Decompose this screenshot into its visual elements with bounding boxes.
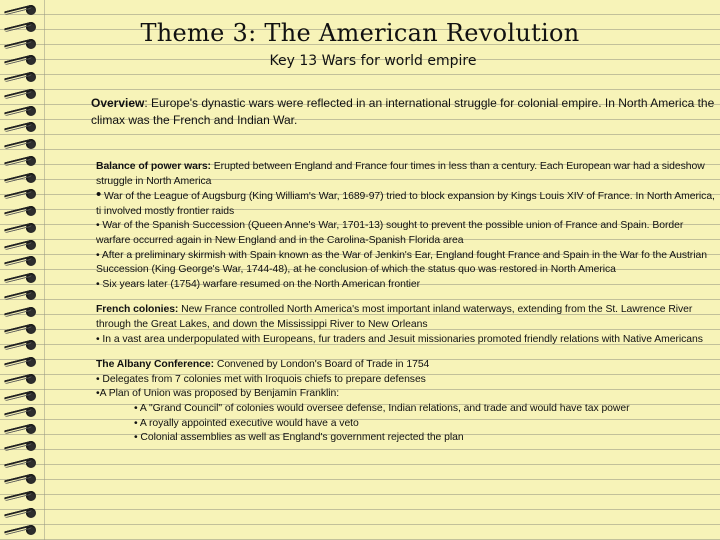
spiral-ring [2,88,42,100]
spiral-ring [2,105,42,117]
spiral-ring [2,524,42,536]
spiral-ring [2,373,42,385]
overview-paragraph [91,95,715,129]
section-heading: The Albany Conference: [96,359,215,371]
spiral-ring [2,155,42,167]
albany-conference-section [96,358,716,446]
section-intro-text: Erupted between England and France four times in less than a century. Each European war had a sideshow struggle in North America [96,161,705,187]
spiral-ring [2,172,42,184]
section-intro-text: Convened by London's Board of Trade in 1754 [214,359,430,371]
bullet-item: • Delegates from 7 colonies met with Iroquois chiefs to prepare defenses [96,373,426,385]
bullet-dot: • [96,186,102,204]
spiral-ring [2,121,42,133]
spiral-ring [2,222,42,234]
overview-label: Overview [91,96,145,110]
overview-text: : Europe's dynastic wars were reflected in an international struggle for colonial empire. In North America the climax was the French and Indian War. [91,96,715,127]
section-intro [96,358,716,373]
spiral-ring [2,457,42,469]
spiral-ring [2,188,42,200]
bullet-item: • In a vast area underpopulated with Europeans, fur traders and Jesuit missionaries promoted friendly relations with Native Americans [96,333,703,345]
spiral-ring [2,272,42,284]
bullet-item: • Six years later (1754) warfare resumed on the North American frontier [96,278,421,290]
spiral-ring [2,440,42,452]
french-colonies-section [96,303,716,347]
bullet-item [96,186,716,219]
spiral-ring [2,138,42,150]
section-intro-text: New France controlled North America's most important inland waterways, extending from the St. Lawrence River through the Great Lakes, and down the Mississippi River to New Orleans [96,304,693,330]
spiral-ring [2,356,42,368]
section-intro [96,160,716,189]
bullet-item: • After a preliminary skirmish with Spain known as the War of Jenkin's Ear, England fought France and Spain in the War fo the Austrian Succession (King George's War, 1744-48), at he conclusion of which the status quo was restored in North America [96,249,707,276]
spiral-ring [2,390,42,402]
spiral-ring [2,406,42,418]
section-heading: Balance of power wars: [96,161,211,172]
sub-bullet-item: • A royally appointed executive would have a veto [134,417,359,429]
sub-bullet-item: • Colonial assemblies as well as England's government rejected the plan [134,432,464,444]
slide-subtitle: Key 13 Wars for world empire [269,53,477,69]
balance-of-power-section [96,160,716,292]
spiral-ring [2,339,42,351]
spiral-ring [2,205,42,217]
spiral-ring [2,306,42,318]
spiral-ring [2,4,42,16]
section-intro [96,303,716,332]
bullet-item: •A Plan of Union was proposed by Benjamin Franklin: [96,388,340,400]
spiral-ring [2,490,42,502]
slide-title: Theme 3: The American Revolution [140,19,580,47]
spiral-ring [2,507,42,519]
section-heading: French colonies: [96,304,179,316]
spiral-ring [2,323,42,335]
bullet-text: War of the League of Augsburg (King William's War, 1689-97) tried to block expansion by Kings Louis XIV of France. In North America, ti involved mostly frontier raids [96,191,715,217]
notebook-spiral [0,0,44,540]
margin-line [44,0,45,540]
spiral-ring [2,473,42,485]
spiral-ring [2,239,42,251]
sub-bullet-item: • A "Grand Council" of colonies would oversee defense, Indian relations, and trade and would have tax power [134,402,630,414]
spiral-ring [2,423,42,435]
spiral-ring [2,255,42,267]
bullet-item: • War of the Spanish Succession (Queen Anne's War, 1701-13) sought to prevent the possible union of France and Spain. Border warfare occurred again in New England and in the Carolina-Spanish Florida area [96,220,684,246]
spiral-ring [2,289,42,301]
spiral-ring [2,71,42,83]
notes-body [96,160,716,457]
